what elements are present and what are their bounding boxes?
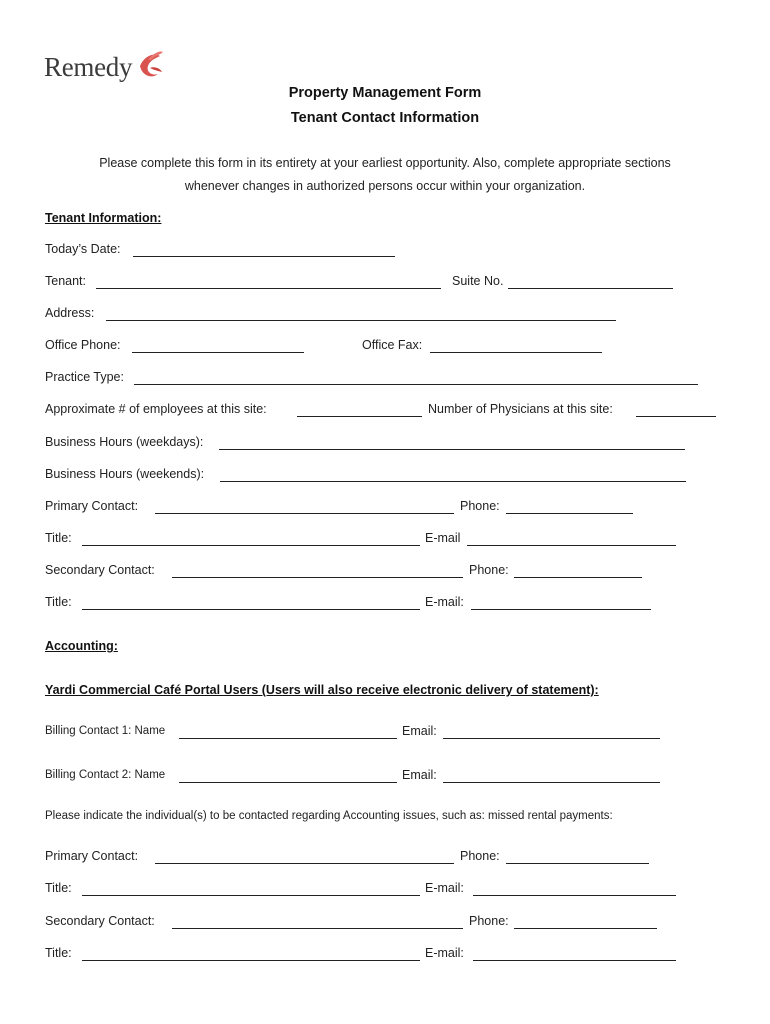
acct-secondary-contact-field[interactable] [172, 928, 463, 929]
office-phone-label: Office Phone: [45, 338, 121, 352]
secondary-contact-field[interactable] [172, 577, 463, 578]
practice-type-label: Practice Type: [45, 370, 124, 384]
acct-primary-title-label: Title: [45, 881, 72, 895]
acct-primary-title-field[interactable] [82, 895, 420, 896]
acct-primary-email-field[interactable] [473, 895, 676, 896]
acct-secondary-email-label: E-mail: [425, 946, 464, 960]
physicians-field[interactable] [636, 416, 716, 417]
suite-no-label: Suite No. [452, 274, 504, 288]
form-title: Property Management Form [288, 85, 482, 101]
tenant-info-heading: Tenant Information: [45, 211, 162, 225]
acct-secondary-phone-label: Phone: [469, 914, 509, 928]
office-fax-label: Office Fax: [362, 338, 423, 352]
billing2-name-label: Billing Contact 2: Name [45, 769, 166, 781]
acct-primary-contact-field[interactable] [155, 863, 454, 864]
secondary-phone-label: Phone: [469, 563, 509, 577]
physicians-label: Number of Physicians at this site: [428, 402, 613, 416]
acct-secondary-title-label: Title: [45, 946, 72, 960]
office-phone-field[interactable] [132, 352, 304, 353]
logo-text: Remedy [44, 52, 133, 82]
billing2-email-field[interactable] [443, 782, 660, 783]
billing1-email-field[interactable] [443, 738, 660, 739]
todays-date-label: Today’s Date: [45, 242, 121, 256]
secondary-email-label: E-mail: [425, 595, 464, 609]
primary-contact-label: Primary Contact: [45, 499, 139, 513]
secondary-phone-field[interactable] [514, 577, 642, 578]
suite-no-field[interactable] [508, 288, 673, 289]
practice-type-field[interactable] [134, 384, 698, 385]
billing2-email-label: Email: [402, 768, 437, 782]
hours-weekends-field[interactable] [220, 481, 686, 482]
accounting-heading: Accounting: [45, 639, 118, 653]
acct-primary-phone-field[interactable] [506, 863, 649, 864]
address-field[interactable] [106, 320, 616, 321]
primary-title-label: Title: [45, 531, 72, 545]
form-subtitle: Tenant Contact Information [290, 110, 480, 126]
acct-primary-phone-label: Phone: [460, 849, 500, 863]
logo-mark-icon [136, 46, 164, 80]
billing1-name-field[interactable] [179, 738, 397, 739]
acct-primary-contact-label: Primary Contact: [45, 849, 139, 863]
primary-contact-field[interactable] [155, 513, 454, 514]
secondary-title-label: Title: [45, 595, 72, 609]
secondary-title-field[interactable] [82, 609, 420, 610]
employees-label: Approximate # of employees at this site: [45, 402, 267, 416]
hours-weekdays-field[interactable] [219, 449, 685, 450]
primary-phone-label: Phone: [460, 499, 500, 513]
acct-secondary-contact-label: Secondary Contact: [45, 914, 155, 928]
employees-field[interactable] [297, 416, 422, 417]
primary-email-field[interactable] [467, 545, 676, 546]
intro-line-2: whenever changes in authorized persons occur within your organization. [184, 179, 586, 193]
address-label: Address: [45, 306, 95, 320]
todays-date-field[interactable] [133, 256, 395, 257]
acct-primary-email-label: E-mail: [425, 881, 464, 895]
office-fax-field[interactable] [430, 352, 602, 353]
tenant-label: Tenant: [45, 274, 87, 288]
primary-phone-field[interactable] [506, 513, 633, 514]
acct-secondary-phone-field[interactable] [514, 928, 657, 929]
secondary-contact-label: Secondary Contact: [45, 563, 155, 577]
secondary-email-field[interactable] [471, 609, 651, 610]
tenant-field[interactable] [96, 288, 441, 289]
yardi-heading: Yardi Commercial Café Portal Users (Users will also receive electronic delivery of statement): [45, 683, 599, 697]
billing2-name-field[interactable] [179, 782, 397, 783]
intro-line-1: Please complete this form in its entirety at your earliest opportunity. Also, complete appropriate sections [99, 156, 671, 170]
primary-email-label: E-mail [425, 531, 461, 545]
primary-title-field[interactable] [82, 545, 420, 546]
indicate-text: Please indicate the individual(s) to be contacted regarding Accounting issues, such as: missed rental payments: [45, 810, 613, 822]
acct-secondary-title-field[interactable] [82, 960, 420, 961]
billing1-email-label: Email: [402, 724, 437, 738]
hours-weekends-label: Business Hours (weekends): [45, 467, 205, 481]
hours-weekdays-label: Business Hours (weekdays): [45, 435, 204, 449]
billing1-name-label: Billing Contact 1: Name [45, 725, 166, 737]
acct-secondary-email-field[interactable] [473, 960, 676, 961]
